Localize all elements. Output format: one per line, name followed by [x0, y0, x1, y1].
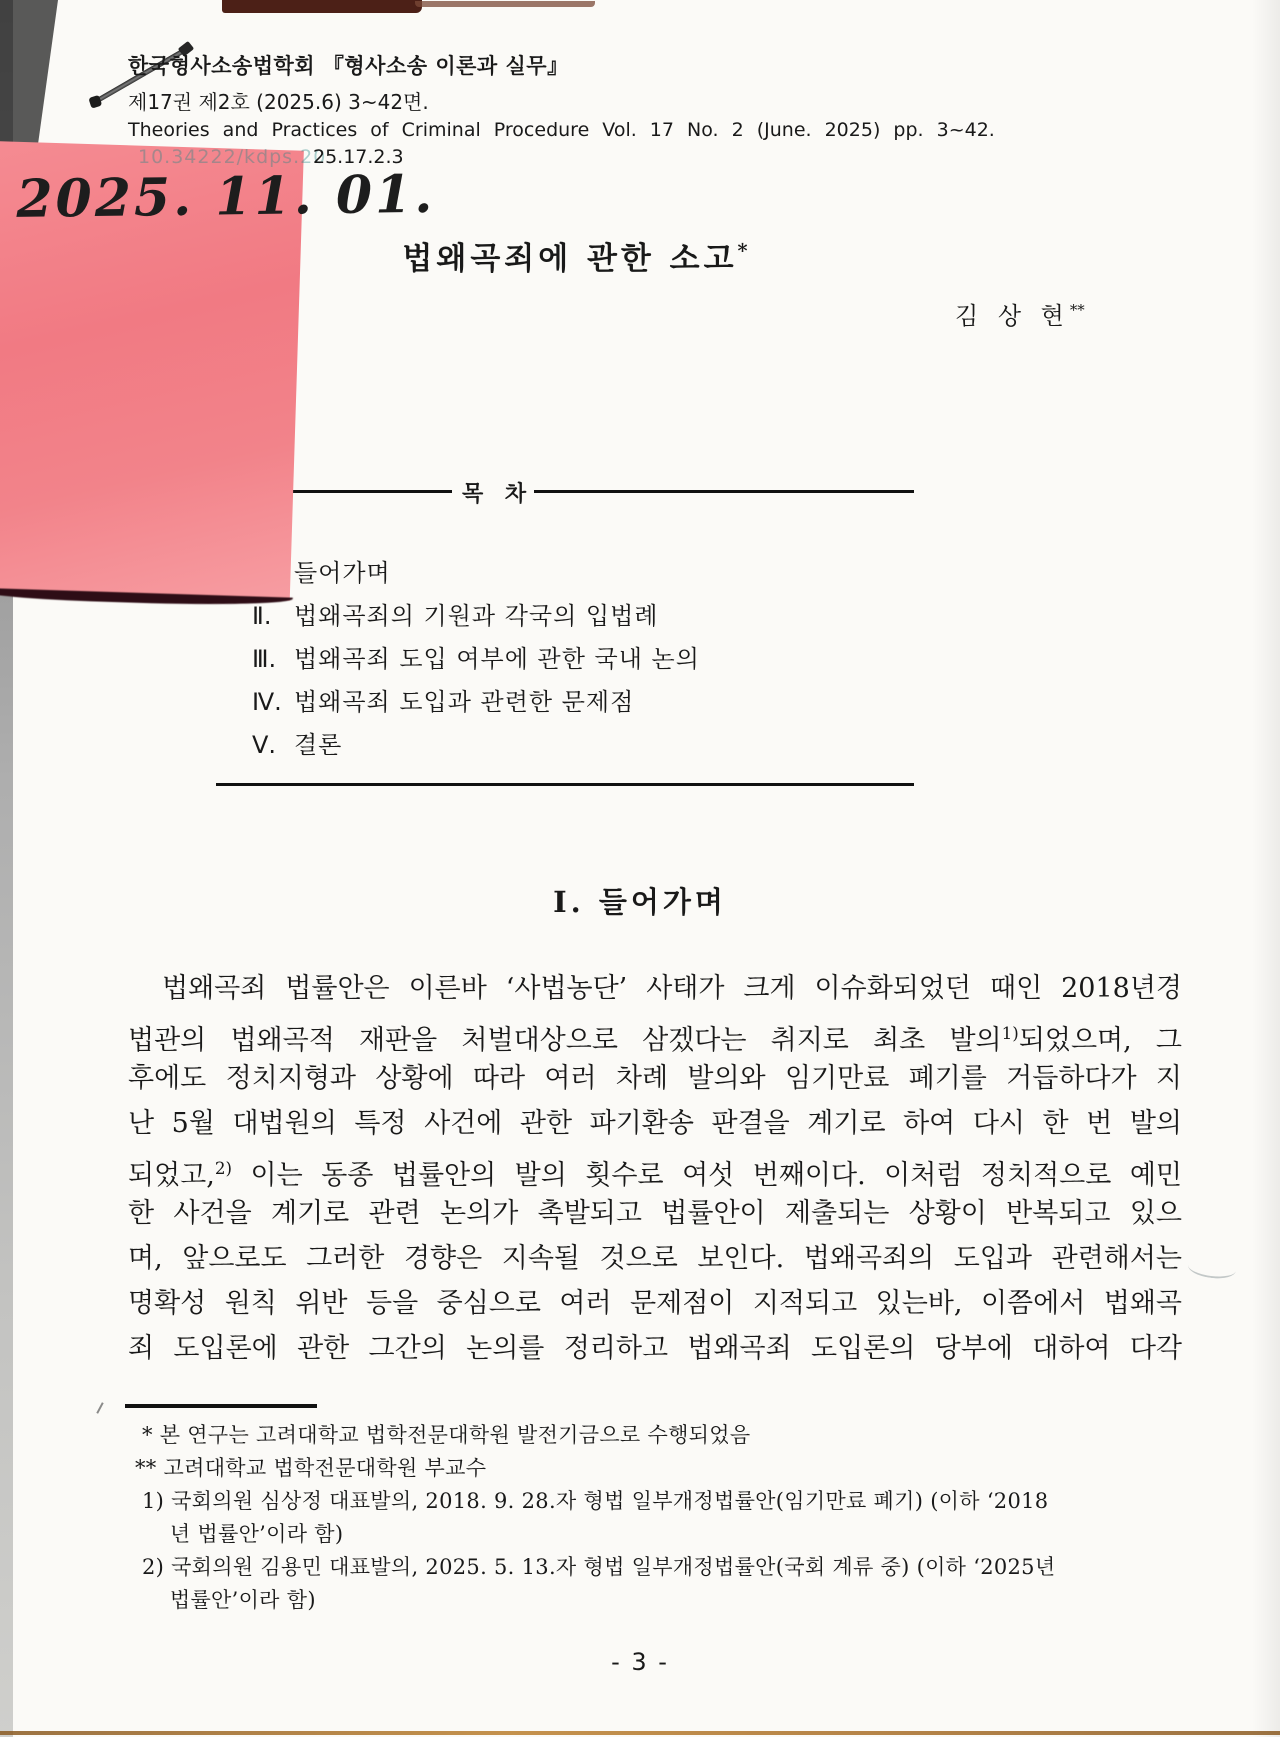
- article-author: 김 상 현**: [955, 301, 1085, 330]
- toc-bottom-rule: [216, 783, 914, 786]
- toc-item-label: 법왜곡죄 도입 여부에 관한 국내 논의: [294, 645, 700, 673]
- toc-top-rule-right: [534, 490, 914, 493]
- footnote-separator-rule: [125, 1404, 317, 1408]
- body-line-8: 명확성 원칙 위반 등을 중심으로 여러 문제점이 지적되고 있는바, 이쯤에서 법왜곡: [128, 1288, 1182, 1319]
- journal-society-line: 한국형사소송법학회 『형사소송 이론과 실무』: [128, 54, 569, 78]
- body-line-1: 법왜곡죄 법률안은 이른바 ‘사법농단’ 사태가 크게 이슈화되었던 때인 2018년경: [162, 973, 1182, 1004]
- body-paragraph: [128, 966, 1182, 1371]
- toc-item-numeral: Ⅴ.: [252, 731, 277, 759]
- footnote-line-1: * 본 연구는 고려대학교 법학전문대학원 발전기금으로 수행되었음: [128, 1423, 751, 1447]
- toc-item-3: [252, 638, 700, 681]
- toc-item-2: [252, 595, 700, 638]
- toc-item-label: 결론: [294, 731, 343, 759]
- body-line-5: 되었고,$^{2)}$ 이는 동종 법률안의 발의 횟수로 여섯 번째이다. 이처럼 정치적으로 예민: [128, 1158, 1182, 1191]
- body-line-3: 후에도 정치지형과 상황에 따라 여러 차례 발의와 임기만료 폐기를 거듭하다가 지: [128, 1063, 1182, 1094]
- paper-crease-mark: [1187, 1255, 1237, 1281]
- page-top-edge-shadow: [222, 0, 422, 13]
- page-top-edge-shadow-light: [415, 1, 595, 7]
- toc-item-1: [252, 552, 700, 595]
- doi-fragment-under-note: 10.34222/kdps.20: [138, 146, 327, 168]
- section-heading: Ⅰ. 들어가며: [553, 885, 727, 919]
- body-line-4: 난 5월 대법원의 특정 사건에 관한 파기환송 판결을 계기로 하여 다시 한 번 발의: [128, 1108, 1182, 1139]
- journal-english-line: Theories and Practices of Criminal Procedure Vol. 17 No. 2 (June. 2025) pp. 3~42.: [128, 119, 995, 141]
- toc-item-4: [252, 681, 700, 724]
- footnote-line-3: 1) 국회의원 심상정 대표발의, 2018. 9. 28.자 형법 일부개정법률안(임기만료 폐기) (이하 ‘2018: [128, 1489, 1049, 1513]
- toc-item-label: 법왜곡죄의 기원과 각국의 입법례: [294, 602, 659, 630]
- toc-heading: 목 차: [462, 482, 534, 507]
- toc-list: [252, 552, 700, 767]
- footnote-line-4: 년 법률안’이라 함): [128, 1522, 344, 1546]
- toc-item-numeral: Ⅲ.: [252, 645, 277, 673]
- stray-pen-mark: [96, 1402, 103, 1414]
- toc-item-numeral: Ⅳ.: [252, 688, 282, 716]
- toc-item-5: [252, 724, 700, 767]
- body-line-7: 며, 앞으로도 그러한 경향은 지속될 것으로 보인다. 법왜곡죄의 도입과 관련해서는: [128, 1243, 1182, 1274]
- toc-item-numeral: Ⅱ.: [252, 602, 272, 630]
- page-number: - 3 -: [611, 1648, 669, 1676]
- toc-item-label: 들어가며: [294, 559, 391, 587]
- article-title: 법왜곡죄에 관한 소고*: [402, 239, 748, 277]
- toc-item-label: 법왜곡죄 도입과 관련한 문제점: [294, 688, 635, 716]
- sticky-note-handwritten-date: 2025. 11. 01.: [16, 163, 436, 230]
- journal-volume-line: 제17권 제2호 (2025.6) 3~42면.: [128, 90, 429, 114]
- body-line-6: 한 사건을 계기로 관련 논의가 촉발되고 법률안이 제출되는 상황이 반복되고 있으: [128, 1198, 1182, 1229]
- page-right-shading: [1252, 0, 1280, 1737]
- footnote-block: [128, 1419, 1182, 1617]
- footnote-line-5: 2) 국회의원 김용민 대표발의, 2025. 5. 13.자 형법 일부개정법률안(국회 계류 중) (이하 ‘2025년: [128, 1555, 1056, 1579]
- footnote-line-2: ** 고려대학교 법학전문대학원 부교수: [128, 1456, 487, 1480]
- body-line-2: 법관의 법왜곡적 재판을 처벌대상으로 삼겠다는 취지로 최초 발의$^{1)}$되었으며, 그: [128, 1023, 1183, 1056]
- body-line-9: 죄 도입론에 관한 그간의 논의를 정리하고 법왜곡죄 도입론의 당부에 대하여 다각: [128, 1333, 1182, 1364]
- footnote-line-6: 법률안’이라 함): [128, 1588, 316, 1612]
- doi-visible-fragment: 25.17.2.3: [313, 146, 404, 168]
- page-bottom-edge-line: [0, 1731, 1280, 1735]
